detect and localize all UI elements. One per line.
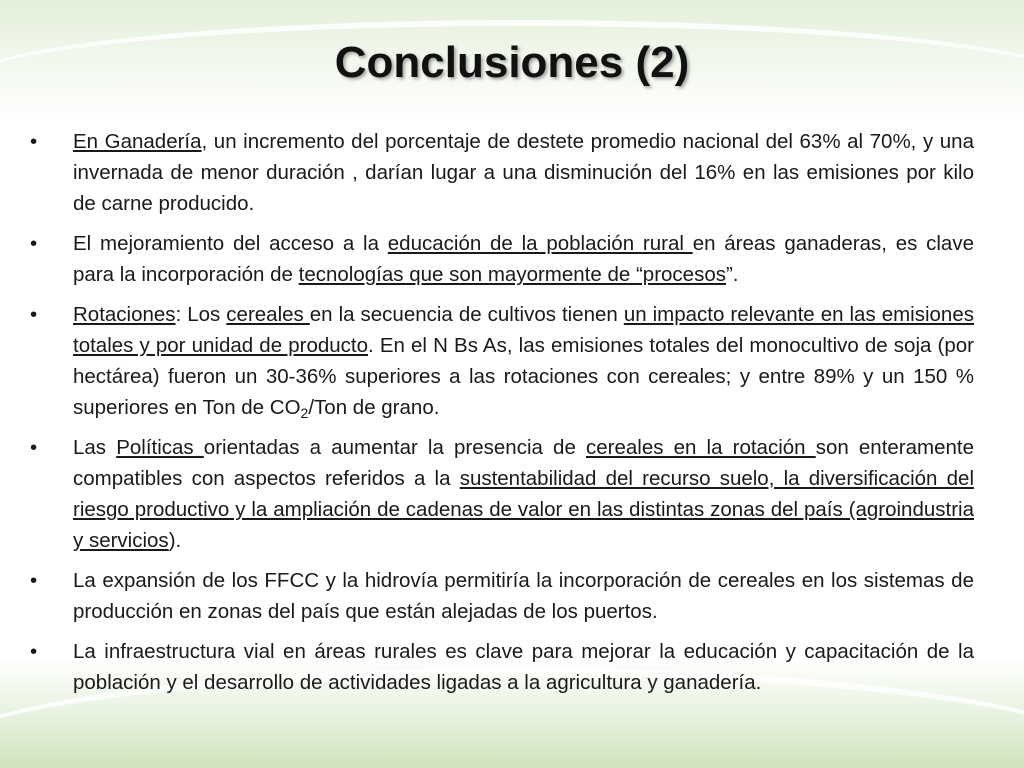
bullet-icon: • [30,130,38,153]
item-text: : Los [175,303,227,326]
list-item-infraestructura [30,636,974,698]
bullet-icon: • [30,232,38,255]
item-text: en la secuencia de cultivos tienen [309,303,624,326]
underlined-term: Rotaciones [73,303,176,326]
bullet-icon: • [30,303,38,326]
bullet-icon: • [30,569,38,592]
item-text: orientadas a aumentar la presencia de [203,436,586,459]
underlined-term: sustentabilidad del recurso suelo, la diversificación del riesgo productivo y la ampliación de cadenas de valor en las distintas zonas del país (agroindustria y servicios [73,467,974,552]
subscript-2: 2 [300,405,309,421]
item-text: El mejoramiento del acceso a la [73,232,388,255]
item-text: , un incremento del porcentaje de destete promedio nacional del 63% al 70%, y una invernada de menor duración , darían lugar a una disminución del 16% en las emisiones por kilo de carne producido. [73,130,974,215]
underlined-term: En Ganadería [73,130,202,153]
list-item-ganaderia [30,126,974,219]
list-item-politicas [30,432,974,556]
item-text: La expansión de los FFCC y la hidrovía permitiría la incorporación de cereales en los sistemas de producción en zonas del país que están alejadas de los puertos. [73,569,974,623]
item-text: ”. [725,263,739,286]
item-text: La infraestructura vial en áreas rurales es clave para mejorar la educación y capacitación de la población y el desarrollo de actividades ligadas a la agricultura y ganadería. [73,640,974,694]
underlined-term: Políticas [116,436,204,459]
conclusions-list [30,126,974,707]
item-text: en áreas ganaderas, es clave para la incorporación de [73,232,974,286]
bullet-icon: • [30,436,38,459]
list-item-ffcc [30,565,974,627]
item-text: . En el N Bs As, las emisiones totales del monocultivo de soja (por hectárea) fueron un 30-36% superiores a las rotaciones con cereales; y entre 89% y un 150 % superiores en Ton de CO [73,334,974,419]
list-item-educacion [30,228,974,290]
underlined-term: tecnologías que son mayormente de “procesos [298,263,726,286]
underlined-term: educación de la población rural [387,232,693,255]
item-text: ). [168,529,182,552]
bullet-icon: • [30,640,38,663]
list-item-rotaciones [30,299,974,423]
item-text: /Ton de grano. [308,396,440,419]
item-text: son enteramente compatibles con aspectos referidos a la [73,436,974,490]
underlined-term: un impacto relevante en las emisiones totales y por unidad de producto [73,303,974,357]
slide-title: Conclusiones (2) [334,38,690,87]
item-text: Las [73,436,117,459]
underlined-term: cereales [226,303,310,326]
underlined-term: cereales en la rotación [585,436,816,459]
